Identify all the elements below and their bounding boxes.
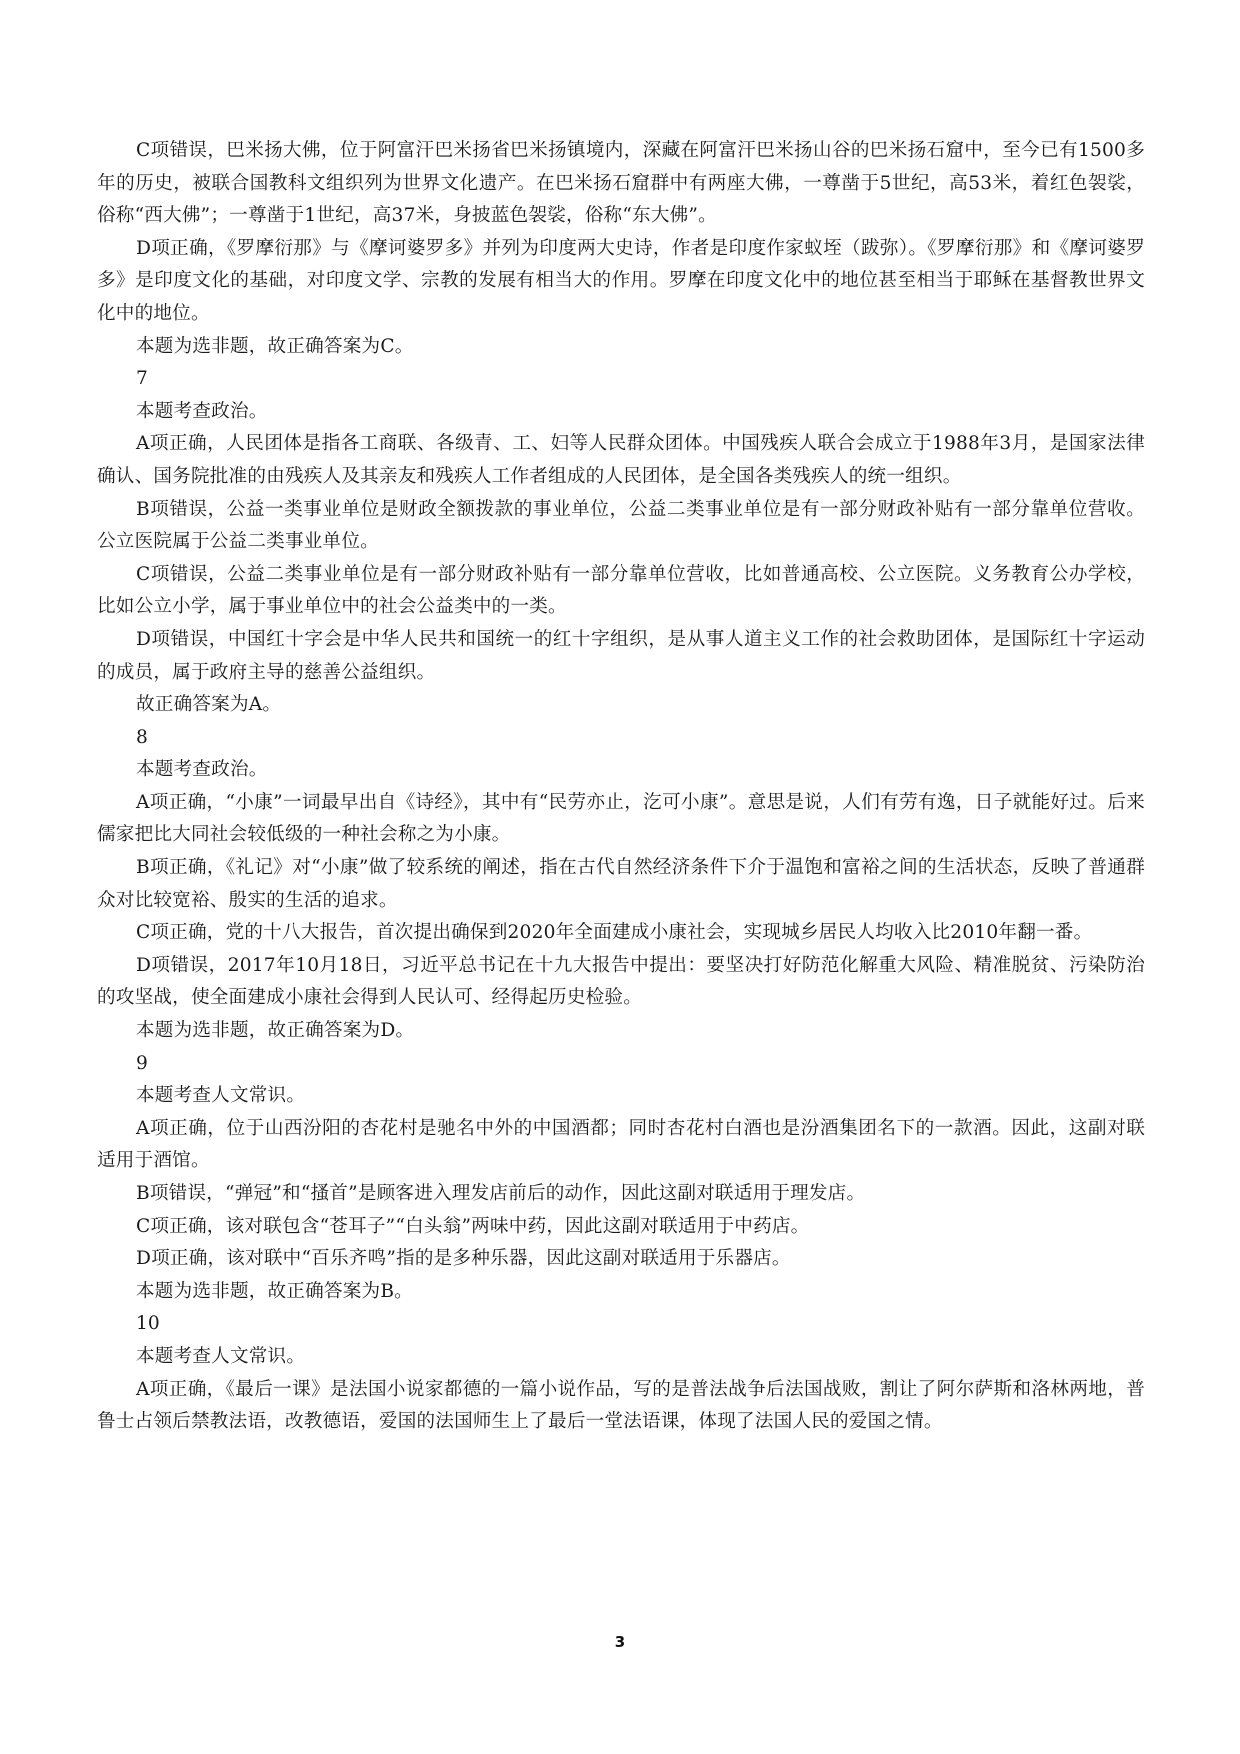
paragraph-q7-answer: 故正确答案为A。	[136, 694, 282, 716]
paragraph-q6-option-d: D项正确，《罗摩衍那》与《摩诃婆罗多》并列为印度两大史诗，作者是印度作家蚁垤（跋弥）。《罗摩衍那》和《摩诃婆罗多》是印度文化的基础，对印度文学、宗教的发展有相当大的作用。罗摩在印度文化中的地位甚至相当于耶稣在基督教世界文化中的地位。	[97, 237, 1145, 324]
paragraph-q8-answer: 本题为选非题，故正确答案为D。	[136, 1020, 415, 1042]
page-number: 3	[614, 1633, 626, 1651]
document-body	[97, 135, 1145, 1439]
question-number-10: 10	[136, 1313, 160, 1335]
paragraph-q8-topic: 本题考查政治。	[136, 759, 268, 781]
paragraph-q6-option-c: C项错误，巴米扬大佛，位于阿富汗巴米扬省巴米扬镇境内，深藏在阿富汗巴米扬山谷的巴米扬石窟中，至今已有1500多年的历史，被联合国教科文组织列为世界文化遗产。在巴米扬石窟群中有两座大佛，一尊凿于5世纪，高53米，着红色袈裟，俗称“西大佛”；一尊凿于1世纪，高37米，身披蓝色袈裟，俗称“东大佛”。	[97, 140, 1145, 227]
paragraph-q8-option-b: B项正确，《礼记》对“小康”做了较系统的阐述，指在古代自然经济条件下介于温饱和富裕之间的生活状态，反映了普通群众对比较宽裕、殷实的生活的追求。	[97, 857, 1145, 911]
paragraph-q10-topic: 本题考查人文常识。	[136, 1345, 306, 1367]
paragraph-q7-option-c: C项错误，公益二类事业单位是有一部分财政补贴有一部分靠单位营收，比如普通高校、公立医院。义务教育公办学校，比如公立小学，属于事业单位中的社会公益类中的一类。	[97, 563, 1145, 618]
paragraph-q8-option-c: C项正确，党的十八大报告，首次提出确保到2020年全面建成小康社会，实现城乡居民人均收入比2010年翻一番。	[136, 922, 1093, 944]
paragraph-q7-topic: 本题考查政治。	[136, 400, 268, 422]
question-number-8: 8	[136, 726, 148, 748]
paragraph-q7-option-a: A项正确，人民团体是指各工商联、各级青、工、妇等人民群众团体。中国残疾人联合会成立于1988年3月，是国家法律确认、国务院批准的由残疾人及其亲友和残疾人工作者组成的人民团体，是全国各类残疾人的统一组织。	[97, 433, 1145, 487]
paragraph-q10-option-a: A项正确，《最后一课》是法国小说家都德的一篇小说作品，写的是普法战争后法国战败，割让了阿尔萨斯和洛林两地，普鲁士占领后禁教法语，改教德语，爱国的法国师生上了最后一堂法语课，体现了法国人民的爱国之情。	[97, 1378, 1145, 1433]
paragraph-q9-answer: 本题为选非题，故正确答案为B。	[136, 1280, 413, 1302]
paragraph-q9-option-d: D项正确，该对联中“百乐齐鸣”指的是多种乐器，因此这副对联适用于乐器店。	[136, 1248, 791, 1270]
paragraph-q9-option-c: C项正确，该对联包含“苍耳子”“白头翁”两味中药，因此这副对联适用于中药店。	[136, 1215, 810, 1237]
paragraph-q6-answer: 本题为选非题，故正确答案为C。	[136, 335, 414, 357]
question-number-9: 9	[136, 1052, 148, 1074]
paragraph-q8-option-a: A项正确，“小康”一词最早出自《诗经》，其中有“民劳亦止，汔可小康”。意思是说，人们有劳有逸，日子就能好过。后来儒家把比大同社会较低级的一种社会称之为小康。	[97, 791, 1145, 846]
question-number-7: 7	[136, 368, 148, 390]
paragraph-q7-option-b: B项错误，公益一类事业单位是财政全额拨款的事业单位，公益二类事业单位是有一部分财政补贴有一部分靠单位营收。公立医院属于公益二类事业单位。	[97, 498, 1145, 553]
paragraph-q9-option-b: B项错误，“弹冠”和“搔首”是顾客进入理发店前后的动作，因此这副对联适用于理发店。	[136, 1183, 866, 1204]
paragraph-q9-option-a: A项正确，位于山西汾阳的杏花村是驰名中外的中国酒都；同时杏花村白酒也是汾酒集团名下的一款酒。因此，这副对联适用于酒馆。	[97, 1117, 1145, 1172]
paragraph-q7-option-d: D项错误，中国红十字会是中华人民共和国统一的红十字组织，是从事人道主义工作的社会救助团体，是国际红十字运动的成员，属于政府主导的慈善公益组织。	[97, 628, 1145, 683]
paragraph-q8-option-d: D项错误，2017年10月18日，习近平总书记在十九大报告中提出：要坚决打好防范化解重大风险、精准脱贫、污染防治的攻坚战，使全面建成小康社会得到人民认可、经得起历史检验。	[97, 954, 1145, 1009]
paragraph-q9-topic: 本题考查人文常识。	[136, 1085, 306, 1107]
